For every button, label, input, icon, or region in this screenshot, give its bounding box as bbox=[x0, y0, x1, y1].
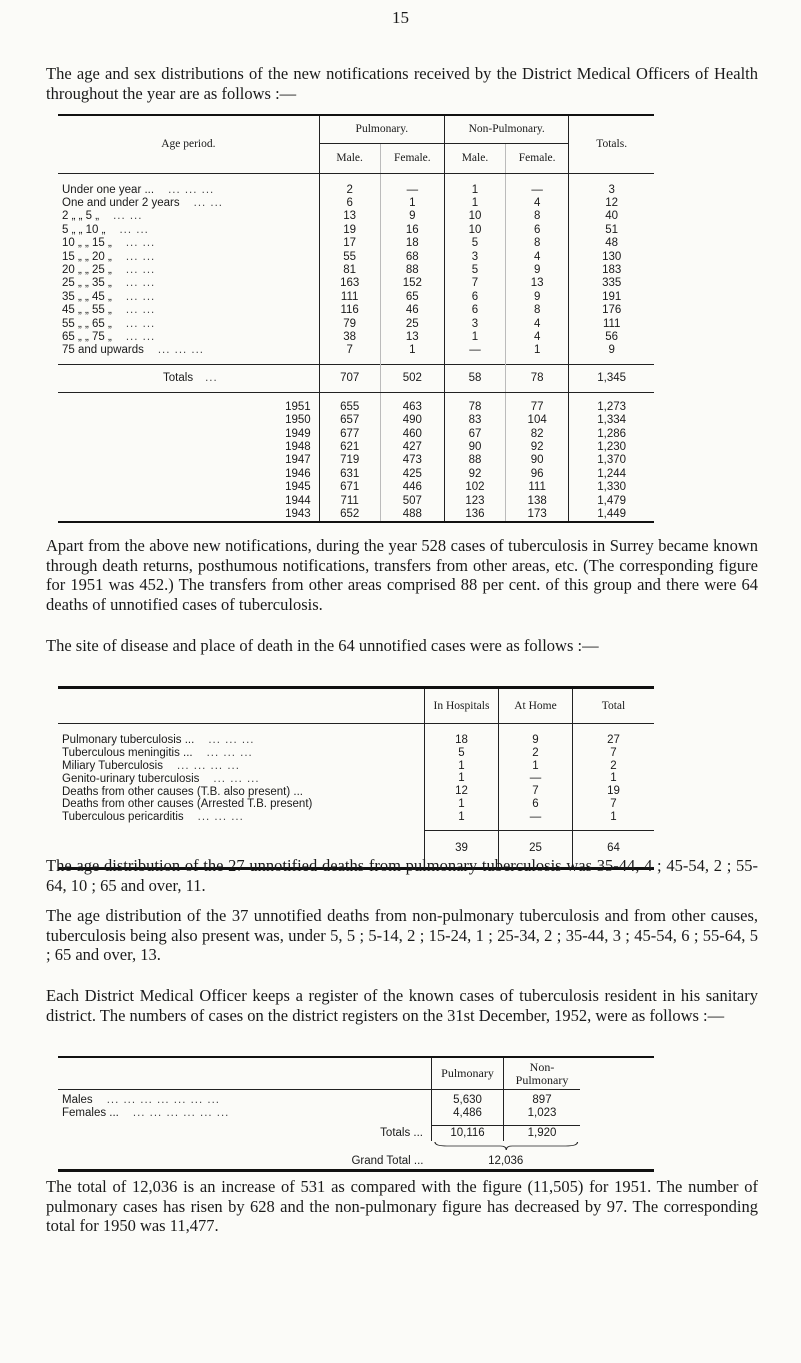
totals-text: Totals bbox=[163, 371, 194, 384]
year-row bbox=[58, 454, 654, 467]
leader-dots: ... ... bbox=[125, 304, 156, 317]
nonpulmonary-male-value: 10 bbox=[445, 210, 506, 223]
pulmonary-male-value: 79 bbox=[319, 318, 380, 331]
year-total: 1,273 bbox=[569, 401, 654, 414]
nonpulmonary-male-value: 3 bbox=[445, 251, 506, 264]
age-row bbox=[58, 264, 654, 277]
pulmonary-female-value: 65 bbox=[380, 291, 444, 304]
pulmonary-female-value: 1 bbox=[380, 344, 444, 357]
leader-dots: ... ... bbox=[125, 290, 156, 303]
totals-t-value: 1,345 bbox=[569, 364, 654, 392]
site-total-value: 19 bbox=[573, 785, 655, 798]
nonpulmonary-female-value: 9 bbox=[505, 264, 568, 277]
age-period-text: 65 „ „ 75 „ bbox=[62, 330, 112, 343]
leader-dots: ... ... ... bbox=[168, 183, 215, 196]
age-row-label bbox=[58, 331, 319, 344]
age-period-text: 75 and upwards bbox=[62, 344, 144, 357]
total-value: 130 bbox=[569, 251, 654, 264]
year-pulmonary-male: 671 bbox=[319, 481, 380, 494]
site-row-label bbox=[58, 734, 425, 747]
pulmonary-female-header: Female. bbox=[380, 143, 444, 173]
year-row bbox=[58, 428, 654, 441]
nonpulmonary-female-value: 8 bbox=[505, 237, 568, 250]
total-value: 9 bbox=[569, 344, 654, 357]
year-label: 1946 bbox=[285, 467, 311, 480]
site-row-label bbox=[58, 760, 425, 773]
nonpulmonary-female-value: 4 bbox=[505, 197, 568, 210]
year-pulmonary-male: 655 bbox=[319, 401, 380, 414]
site-text: Deaths from other causes (T.B. also present) ... bbox=[62, 785, 303, 798]
age-period-text: 2 „ „ 5 „ bbox=[62, 210, 100, 223]
age-row-label bbox=[58, 344, 319, 357]
pulmonary-female-value: 152 bbox=[380, 277, 444, 290]
site-row-label bbox=[58, 785, 425, 798]
year-nonpulmonary-female: 104 bbox=[505, 414, 568, 427]
nonpulmonary-header: Non-Pulmonary. bbox=[445, 115, 569, 143]
pulmonary-male-value: 13 bbox=[319, 210, 380, 223]
register-totals-label: Totals ... bbox=[380, 1126, 423, 1139]
year-total: 1,370 bbox=[569, 454, 654, 467]
nonpulmonary-female-value: 4 bbox=[505, 318, 568, 331]
year-pulmonary-female: 473 bbox=[380, 454, 444, 467]
totals-header: Totals. bbox=[569, 115, 654, 173]
year-total: 1,244 bbox=[569, 468, 654, 481]
age-row bbox=[58, 197, 654, 210]
leader-dots: ... ... ... bbox=[157, 344, 204, 357]
at-home-value: 7 bbox=[499, 785, 573, 798]
year-nonpulmonary-male: 136 bbox=[445, 508, 506, 522]
nonpulmonary-female-value: 6 bbox=[505, 224, 568, 237]
year-label: 1951 bbox=[285, 400, 311, 413]
site-total-value: 7 bbox=[573, 747, 655, 760]
year-total: 1,449 bbox=[569, 508, 654, 522]
pulmonary-header: Pulmonary. bbox=[319, 115, 444, 143]
leader-dots: ... ... bbox=[125, 263, 156, 276]
year-pulmonary-male: 621 bbox=[319, 441, 380, 454]
register-pulmonary-value: 4,486 bbox=[432, 1107, 504, 1120]
year-total: 1,479 bbox=[569, 495, 654, 508]
register-pulmonary-value: 5,630 bbox=[432, 1094, 504, 1107]
age-row bbox=[58, 291, 654, 304]
nonpulmonary-female-value: 8 bbox=[505, 210, 568, 223]
age-row-label bbox=[58, 184, 319, 197]
pulmonary-female-value: 46 bbox=[380, 304, 444, 317]
year-nonpulmonary-female: 111 bbox=[505, 481, 568, 494]
site-text: Tuberculous pericarditis bbox=[62, 811, 184, 824]
age-row-label bbox=[58, 237, 319, 250]
nonpulmonary-male-value: 5 bbox=[445, 237, 506, 250]
nonpulmonary-female-value: — bbox=[505, 184, 568, 197]
age-totals-label bbox=[58, 364, 319, 392]
year-label: 1947 bbox=[285, 454, 311, 467]
year-row bbox=[58, 508, 654, 522]
pulmonary-male-value: 19 bbox=[319, 224, 380, 237]
leader-dots: ... ... ... ... ... ... bbox=[132, 1106, 230, 1119]
nonpulmonary-male-value: 7 bbox=[445, 277, 506, 290]
year-total: 1,334 bbox=[569, 414, 654, 427]
site-text: Deaths from other causes (Arrested T.B. present) bbox=[62, 798, 313, 811]
year-pulmonary-male: 652 bbox=[319, 508, 380, 522]
age-row bbox=[58, 224, 654, 237]
site-row-label bbox=[58, 772, 425, 785]
pulmonary-male-value: 6 bbox=[319, 197, 380, 210]
year-label: 1950 bbox=[285, 414, 311, 427]
age-37-paragraph: The age distribution of the 37 unnotified deaths from non-pulmonary tuberculosis and from other causes, tuberculosis being also present was, under 5, 5 ; 5-14, 2 ; 15-24, 1 ; 25-34, 2 ; 35-44, 3 ; 45-54, 6 ; 55-64, 5 ; 65 and over, 13. bbox=[46, 906, 758, 964]
year-pulmonary-female: 427 bbox=[380, 441, 444, 454]
pulmonary-female-value: 18 bbox=[380, 237, 444, 250]
nonpulmonary-male-value: 1 bbox=[445, 197, 506, 210]
register-row-label bbox=[58, 1094, 432, 1107]
year-nonpulmonary-female: 173 bbox=[505, 508, 568, 522]
pulmonary-female-value: 13 bbox=[380, 331, 444, 344]
site-row-label bbox=[58, 811, 425, 824]
pulmonary-male-header: Male. bbox=[319, 143, 380, 173]
total-value: 176 bbox=[569, 304, 654, 317]
age-period-text: One and under 2 years bbox=[62, 196, 180, 209]
in-hospitals-header: In Hospitals bbox=[425, 688, 499, 724]
site-row-label bbox=[58, 747, 425, 760]
year-nonpulmonary-female: 138 bbox=[505, 495, 568, 508]
total-value: 3 bbox=[569, 184, 654, 197]
leader-dots: ... ... ... ... bbox=[176, 759, 240, 772]
register-row-label bbox=[58, 1107, 432, 1120]
year-pulmonary-female: 446 bbox=[380, 481, 444, 494]
register-totals-row bbox=[58, 1125, 654, 1141]
site-total-value: 2 bbox=[573, 760, 655, 773]
total-value: 48 bbox=[569, 237, 654, 250]
year-nonpulmonary-male: 123 bbox=[445, 495, 506, 508]
age-row bbox=[58, 344, 654, 357]
register-text: Males bbox=[62, 1093, 93, 1106]
site-total-header: Total bbox=[573, 688, 655, 724]
year-row bbox=[58, 481, 654, 494]
nonpulmonary-male-header: Male. bbox=[445, 143, 506, 173]
site-text: Pulmonary tuberculosis ... bbox=[62, 734, 195, 747]
age-row-label bbox=[58, 318, 319, 331]
nonpulmonary-male-value: 10 bbox=[445, 224, 506, 237]
pulmonary-male-value: 116 bbox=[319, 304, 380, 317]
age-period-text: 15 „ „ 20 „ bbox=[62, 250, 112, 263]
year-row bbox=[58, 441, 654, 454]
at-home-value: 9 bbox=[499, 734, 573, 747]
year-label: 1948 bbox=[285, 441, 311, 453]
total-value: 191 bbox=[569, 291, 654, 304]
age-period-text: 35 „ „ 45 „ bbox=[62, 290, 112, 303]
brace-icon bbox=[432, 1141, 581, 1153]
nonpulmonary-male-value: 5 bbox=[445, 264, 506, 277]
register-intro-paragraph: Each District Medical Officer keeps a register of the known cases of tuberculosis resident in his sanitary district. The numbers of cases on the district registers on the 31st December, 1952, were as follows :— bbox=[46, 986, 758, 1025]
nonpulmonary-male-value: 6 bbox=[445, 304, 506, 317]
totals-pm-value: 707 bbox=[319, 364, 380, 392]
age-row bbox=[58, 184, 654, 197]
leader-dots: ... ... bbox=[119, 223, 149, 236]
totals-nf-value: 78 bbox=[505, 364, 568, 392]
in-hospitals-value: 18 bbox=[425, 734, 499, 747]
apart-paragraph: Apart from the above new notifications, during the year 528 cases of tuberculosis in Surrey became known through death returns, posthumous notifications, transfers from other areas, etc. (The corresponding figure for 1951 was 452.) The transfers from other areas comprised 88 per cent. of this group and there were 64 deaths of unnotified cases of tuberculosis. bbox=[46, 536, 758, 614]
total-value: 335 bbox=[569, 277, 654, 290]
nonpulmonary-male-value: 6 bbox=[445, 291, 506, 304]
site-row bbox=[58, 760, 654, 773]
site-total-all: 64 bbox=[573, 830, 655, 868]
in-hospitals-value: 1 bbox=[425, 798, 499, 811]
register-row bbox=[58, 1094, 654, 1107]
year-pulmonary-female: 490 bbox=[380, 414, 444, 427]
age-row bbox=[58, 210, 654, 223]
year-pulmonary-female: 507 bbox=[380, 495, 444, 508]
age-row bbox=[58, 237, 654, 250]
site-total-value: 1 bbox=[573, 811, 655, 824]
year-pulmonary-female: 460 bbox=[380, 428, 444, 441]
at-home-value: 1 bbox=[499, 760, 573, 773]
year-label: 1945 bbox=[285, 481, 311, 494]
age-period-text: 45 „ „ 55 „ bbox=[62, 304, 112, 317]
pulmonary-male-value: 163 bbox=[319, 277, 380, 290]
year-nonpulmonary-male: 102 bbox=[445, 481, 506, 494]
year-nonpulmonary-female: 77 bbox=[505, 401, 568, 414]
nonpulmonary-female-value: 8 bbox=[505, 304, 568, 317]
page-number: 15 bbox=[392, 8, 409, 27]
age-period-text: 20 „ „ 25 „ bbox=[62, 263, 112, 276]
year-row bbox=[58, 401, 654, 414]
nonpulmonary-male-value: 1 bbox=[445, 331, 506, 344]
site-row bbox=[58, 747, 654, 760]
site-place-of-death-table bbox=[58, 686, 654, 870]
pulmonary-male-value: 55 bbox=[319, 251, 380, 264]
pulmonary-female-value: 1 bbox=[380, 197, 444, 210]
age-period-text: 5 „ „ 10 „ bbox=[62, 223, 106, 236]
pulmonary-male-value: 81 bbox=[319, 264, 380, 277]
nonpulmonary-female-value: 4 bbox=[505, 251, 568, 264]
site-intro-paragraph: The site of disease and place of death in the 64 unnotified cases were as follows :— bbox=[46, 636, 599, 655]
pulmonary-female-value: 25 bbox=[380, 318, 444, 331]
at-home-value: — bbox=[499, 772, 573, 785]
year-nonpulmonary-female: 82 bbox=[505, 428, 568, 441]
age-row bbox=[58, 277, 654, 290]
total-value: 12 bbox=[569, 197, 654, 210]
nonpulmonary-female-value: 9 bbox=[505, 291, 568, 304]
leader-dots: ... ... bbox=[125, 317, 156, 330]
leader-dots: ... ... bbox=[193, 196, 224, 209]
year-row bbox=[58, 468, 654, 481]
register-grand-label: Grand Total ... bbox=[351, 1154, 424, 1167]
age-row bbox=[58, 331, 654, 344]
at-home-value: 6 bbox=[499, 798, 573, 811]
in-hospitals-value: 12 bbox=[425, 785, 499, 798]
pulmonary-male-value: 2 bbox=[319, 184, 380, 197]
age-27-paragraph: The age distribution of the 27 unnotified deaths from pulmonary tuberculosis was 35-44, 4 ; 45-54, 2 ; 55-64, 10 ; 65 and over, 11. bbox=[46, 856, 758, 895]
pulmonary-female-value: 9 bbox=[380, 210, 444, 223]
pulmonary-male-value: 7 bbox=[319, 344, 380, 357]
year-label: 1944 bbox=[285, 494, 311, 507]
site-row bbox=[58, 811, 654, 824]
pulmonary-female-value: 16 bbox=[380, 224, 444, 237]
year-nonpulmonary-male: 78 bbox=[445, 401, 506, 414]
age-row-label bbox=[58, 277, 319, 290]
year-total: 1,230 bbox=[569, 441, 654, 454]
register-nonpulmonary-header: Non-Pulmonary bbox=[504, 1057, 581, 1090]
age-period-text: Under one year ... bbox=[62, 183, 155, 196]
register-row bbox=[58, 1107, 654, 1120]
year-total: 1,286 bbox=[569, 428, 654, 441]
leader-dots: ... ... bbox=[113, 210, 143, 223]
year-pulmonary-male: 677 bbox=[319, 428, 380, 441]
age-row bbox=[58, 304, 654, 317]
year-pulmonary-male: 711 bbox=[319, 495, 380, 508]
pulmonary-male-value: 17 bbox=[319, 237, 380, 250]
pulmonary-male-value: 38 bbox=[319, 331, 380, 344]
year-nonpulmonary-male: 92 bbox=[445, 468, 506, 481]
year-total: 1,330 bbox=[569, 481, 654, 494]
leader-dots: ... ... ... ... ... ... ... bbox=[106, 1093, 220, 1106]
age-row-label bbox=[58, 291, 319, 304]
age-period-text: 25 „ „ 35 „ bbox=[62, 277, 112, 290]
year-nonpulmonary-male: 83 bbox=[445, 414, 506, 427]
register-pulmonary-header: Pulmonary bbox=[432, 1057, 504, 1090]
leader-dots: ... bbox=[205, 371, 218, 384]
age-row bbox=[58, 251, 654, 264]
year-nonpulmonary-female: 90 bbox=[505, 454, 568, 467]
year-nonpulmonary-female: 96 bbox=[505, 468, 568, 481]
leader-dots: ... ... ... bbox=[197, 811, 244, 824]
nonpulmonary-female-value: 1 bbox=[505, 344, 568, 357]
register-grand-total: 12,036 bbox=[488, 1155, 524, 1167]
site-total-value: 27 bbox=[573, 734, 655, 747]
totals-pf-value: 502 bbox=[380, 364, 444, 392]
year-pulmonary-male: 657 bbox=[319, 414, 380, 427]
year-row bbox=[58, 414, 654, 427]
register-nonpulmonary-value: 1,023 bbox=[504, 1107, 581, 1120]
register-table bbox=[58, 1056, 654, 1172]
leader-dots: ... ... bbox=[125, 237, 156, 250]
year-nonpulmonary-male: 90 bbox=[445, 441, 506, 454]
register-totals-nonpulmonary: 1,920 bbox=[504, 1125, 581, 1141]
pulmonary-female-value: 68 bbox=[380, 251, 444, 264]
year-pulmonary-female: 425 bbox=[380, 468, 444, 481]
total-value: 51 bbox=[569, 224, 654, 237]
in-hospitals-value: 1 bbox=[425, 772, 499, 785]
year-pulmonary-male: 719 bbox=[319, 454, 380, 467]
total-value: 40 bbox=[569, 210, 654, 223]
total-value: 183 bbox=[569, 264, 654, 277]
age-row-label bbox=[58, 224, 319, 237]
nonpulmonary-male-value: 3 bbox=[445, 318, 506, 331]
age-period-text: 10 „ „ 15 „ bbox=[62, 237, 112, 250]
pulmonary-male-value: 111 bbox=[319, 291, 380, 304]
in-hospitals-value: 1 bbox=[425, 811, 499, 824]
register-text: Females ... bbox=[62, 1106, 119, 1119]
leader-dots: ... ... bbox=[125, 330, 156, 343]
site-row bbox=[58, 734, 654, 747]
year-row bbox=[58, 495, 654, 508]
nonpulmonary-male-value: 1 bbox=[445, 184, 506, 197]
site-text: Tuberculous meningitis ... bbox=[62, 747, 193, 760]
site-row bbox=[58, 798, 654, 811]
nonpulmonary-female-value: 13 bbox=[505, 277, 568, 290]
age-period-header: Age period. bbox=[58, 115, 319, 173]
register-totals-pulmonary: 10,116 bbox=[432, 1125, 504, 1141]
at-home-header: At Home bbox=[499, 688, 573, 724]
site-text: Miliary Tuberculosis bbox=[62, 759, 163, 772]
total-value: 56 bbox=[569, 331, 654, 344]
site-total-value: 7 bbox=[573, 798, 655, 811]
nonpulmonary-male-value: — bbox=[445, 344, 506, 357]
leader-dots: ... ... ... bbox=[213, 772, 260, 785]
year-nonpulmonary-female: 92 bbox=[505, 441, 568, 454]
total-paragraph: The total of 12,036 is an increase of 531 as compared with the figure (11,505) for 1951. The number of pulmonary cases has risen by 628 and the non-pulmonary figure has decreased by 97. The corresponding total for 1950 was 11,477. bbox=[46, 1177, 758, 1235]
in-hospitals-value: 5 bbox=[425, 747, 499, 760]
site-row bbox=[58, 785, 654, 798]
at-home-value: — bbox=[499, 811, 573, 824]
nonpulmonary-female-header: Female. bbox=[505, 143, 568, 173]
leader-dots: ... ... ... bbox=[208, 734, 255, 747]
leader-dots: ... ... bbox=[125, 277, 156, 290]
leader-dots: ... ... bbox=[125, 250, 156, 263]
year-pulmonary-female: 463 bbox=[380, 401, 444, 414]
year-nonpulmonary-male: 67 bbox=[445, 428, 506, 441]
year-pulmonary-male: 631 bbox=[319, 468, 380, 481]
intro-paragraph: The age and sex distributions of the new notifications received by the District Medical Officers of Health throughout the year are as follows :— bbox=[46, 64, 758, 103]
age-distribution-table bbox=[58, 114, 654, 523]
total-value: 111 bbox=[569, 318, 654, 331]
age-row-label bbox=[58, 210, 319, 223]
year-nonpulmonary-male: 88 bbox=[445, 454, 506, 467]
age-row-label bbox=[58, 264, 319, 277]
site-total-hospitals: 39 bbox=[425, 830, 499, 868]
site-total-value: 1 bbox=[573, 772, 655, 785]
site-text: Genito-urinary tuberculosis bbox=[62, 772, 200, 785]
age-totals-row bbox=[58, 364, 654, 392]
totals-nm-value: 58 bbox=[445, 364, 506, 392]
at-home-value: 2 bbox=[499, 747, 573, 760]
site-row bbox=[58, 772, 654, 785]
age-row-label bbox=[58, 251, 319, 264]
register-nonpulmonary-value: 897 bbox=[504, 1094, 581, 1107]
site-row-label bbox=[58, 798, 425, 811]
site-total-home: 25 bbox=[499, 830, 573, 868]
year-label: 1943 bbox=[285, 508, 311, 521]
age-row bbox=[58, 318, 654, 331]
age-period-text: 55 „ „ 65 „ bbox=[62, 317, 112, 330]
register-grand-total-row bbox=[58, 1153, 654, 1171]
year-pulmonary-female: 488 bbox=[380, 508, 444, 522]
leader-dots: ... ... ... bbox=[206, 747, 253, 760]
pulmonary-female-value: 88 bbox=[380, 264, 444, 277]
pulmonary-female-value: — bbox=[380, 184, 444, 197]
age-row-label bbox=[58, 197, 319, 210]
age-row-label bbox=[58, 304, 319, 317]
nonpulmonary-female-value: 4 bbox=[505, 331, 568, 344]
in-hospitals-value: 1 bbox=[425, 760, 499, 773]
year-label: 1949 bbox=[285, 427, 311, 440]
